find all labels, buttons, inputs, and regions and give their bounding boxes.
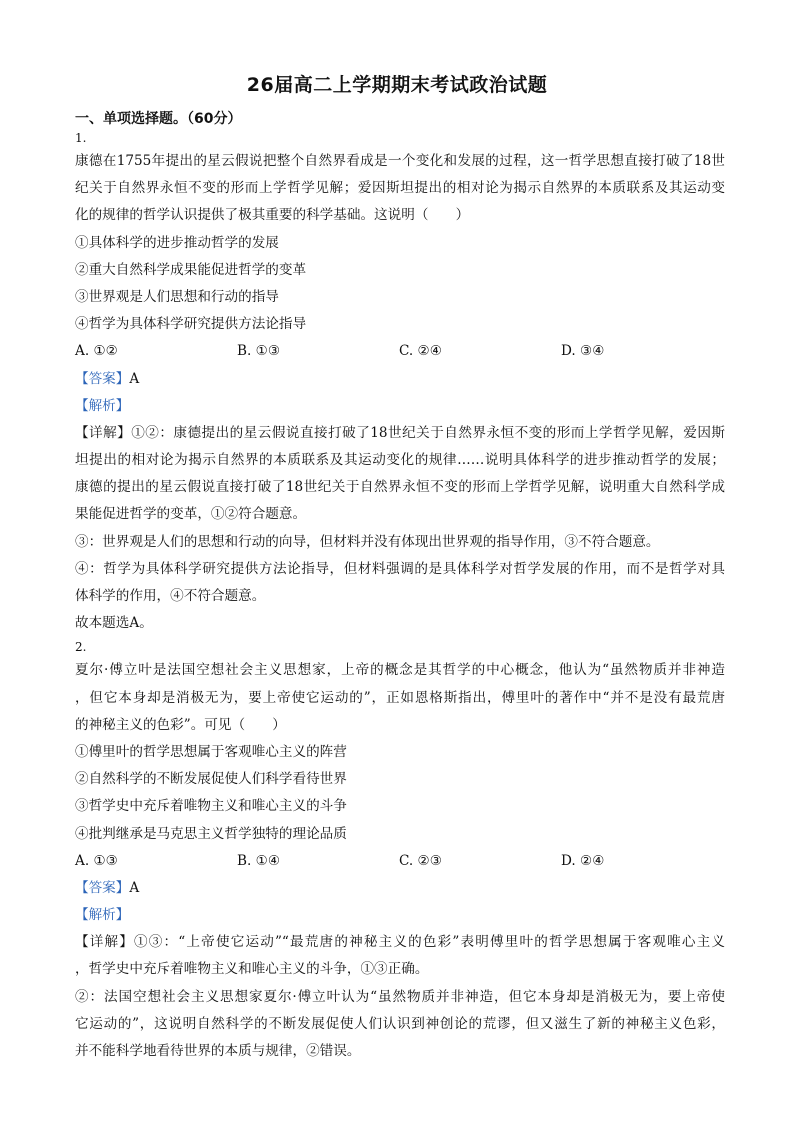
answer-value: A [129,370,140,387]
detail-line: 果能促进哲学的变革，①②符合题意。 [75,506,307,523]
statement-item: ④批判继承是马克思主义哲学独特的理论品质 [75,825,347,842]
detail-line: 故本题选A。 [75,615,153,632]
question-stem-line: ，但它本身却是消极无为，要上帝使它运动的”，正如恩格斯指出，傅里叶的著作中“并不是没有最荒唐 [75,689,725,706]
statement-item: ①傅里叶的哲学思想属于客观唯心主义的阵营 [75,743,347,760]
option-a: A. ①② [75,343,118,360]
detail-line: ③：世界观是人们的思想和行动的向导，但材料并没有体现出世界观的指导作用，③不符合题意。 [75,533,660,550]
detail-line: 【详解】①③：“上帝使它运动”“最荒唐的神秘主义的色彩”表明傅里叶的哲学思想属于客观唯心主义 [75,934,725,951]
detail-line: 并不能科学地看待世界的本质与规律，②错误。 [75,1043,361,1059]
option-b: B. ①④ [237,852,281,869]
statement-item: ④哲学为具体科学研究提供方法论指导 [75,316,307,333]
question-number: 1. [75,131,87,145]
detail-line: ②：法国空想社会主义思想家夏尔·傅立叶认为“虽然物质并非神造，但它本身却是消极无为，要上帝使 [75,988,725,1005]
statement-item: ③世界观是人们思想和行动的指导 [75,288,279,305]
option-d: D. ②④ [561,852,605,869]
statement-item: ①具体科学的进步推动哲学的发展 [75,234,279,251]
answer-tag: 【答案】 [75,879,130,896]
question-stem-line: 化的规律的哲学认识提供了极其重要的科学基础。这说明（ ） [75,207,470,224]
question-stem-line: 康德在1755年提出的星云假说把整个自然界看成是一个变化和发展的过程，这一哲学思想直接打破了18世 [75,153,725,169]
option-c: C. ②④ [399,343,442,360]
detail-line: 体科学的作用，④不符合题意。 [75,588,266,604]
statement-item: ③哲学史中充斥着唯物主义和唯心主义的斗争 [75,798,347,815]
answer-options [75,338,725,365]
question-body [75,128,725,1065]
detail-line: ，哲学史中充斥着唯物主义和唯心主义的斗争，①③正确。 [75,961,429,978]
answer-tag: 【答案】 [75,370,130,387]
option-a: A. ①③ [75,852,118,869]
analysis-tag: 【解析】 [75,907,130,924]
detail-line: 坦提出的相对论为揭示自然界的本质联系及其运动变化的规律……说明具体科学的进步推动哲学的发展； [75,452,725,469]
detail-line: ④：哲学为具体科学研究提供方法论指导，但材料强调的是具体科学对哲学发展的作用，而不是哲学对具 [75,560,725,577]
analysis-tag: 【解析】 [75,397,130,414]
section-heading: 一、单项选择题。（60分） [75,111,242,127]
answer-line [75,875,725,902]
detail-line: 它运动的”，这说明自然科学的不断发展促使人们认识到神创论的荒谬，但又滋生了新的神秘主义色彩， [75,1015,725,1032]
question-number: 2. [75,640,87,655]
question-stem-line: 夏尔·傅立叶是法国空想社会主义思想家，上帝的概念是其哲学的中心概念，他认为“虽然物质并非神造 [75,662,725,679]
detail-line: 康德的提出的星云假说直接打破了18世纪关于自然界永恒不变的形而上学哲学见解，说明重大自然科学成 [75,479,725,496]
detail-line: 【详解】①②：康德提出的星云假说直接打破了18世纪关于自然界永恒不变的形而上学哲学见解，爱因斯 [75,424,725,441]
statement-item: ②自然科学的不断发展促使人们科学看待世界 [75,771,347,788]
question-stem-line: 纪关于自然界永恒不变的形而上学哲学见解；爱因斯坦提出的相对论为揭示自然界的本质联系及其运动变 [75,180,725,197]
answer-options [75,848,725,875]
page-title: 26届高二上学期期末考试政治试题 [246,74,548,96]
question-stem-line: 的神秘主义的色彩”。可见（ ） [75,716,286,733]
option-b: B. ①③ [237,343,281,360]
statement-item: ②重大自然科学成果能促进哲学的变革 [75,261,307,278]
answer-value: A [129,879,140,896]
answer-line [75,366,725,393]
option-d: D. ③④ [561,343,605,360]
option-c: C. ②③ [399,852,442,869]
